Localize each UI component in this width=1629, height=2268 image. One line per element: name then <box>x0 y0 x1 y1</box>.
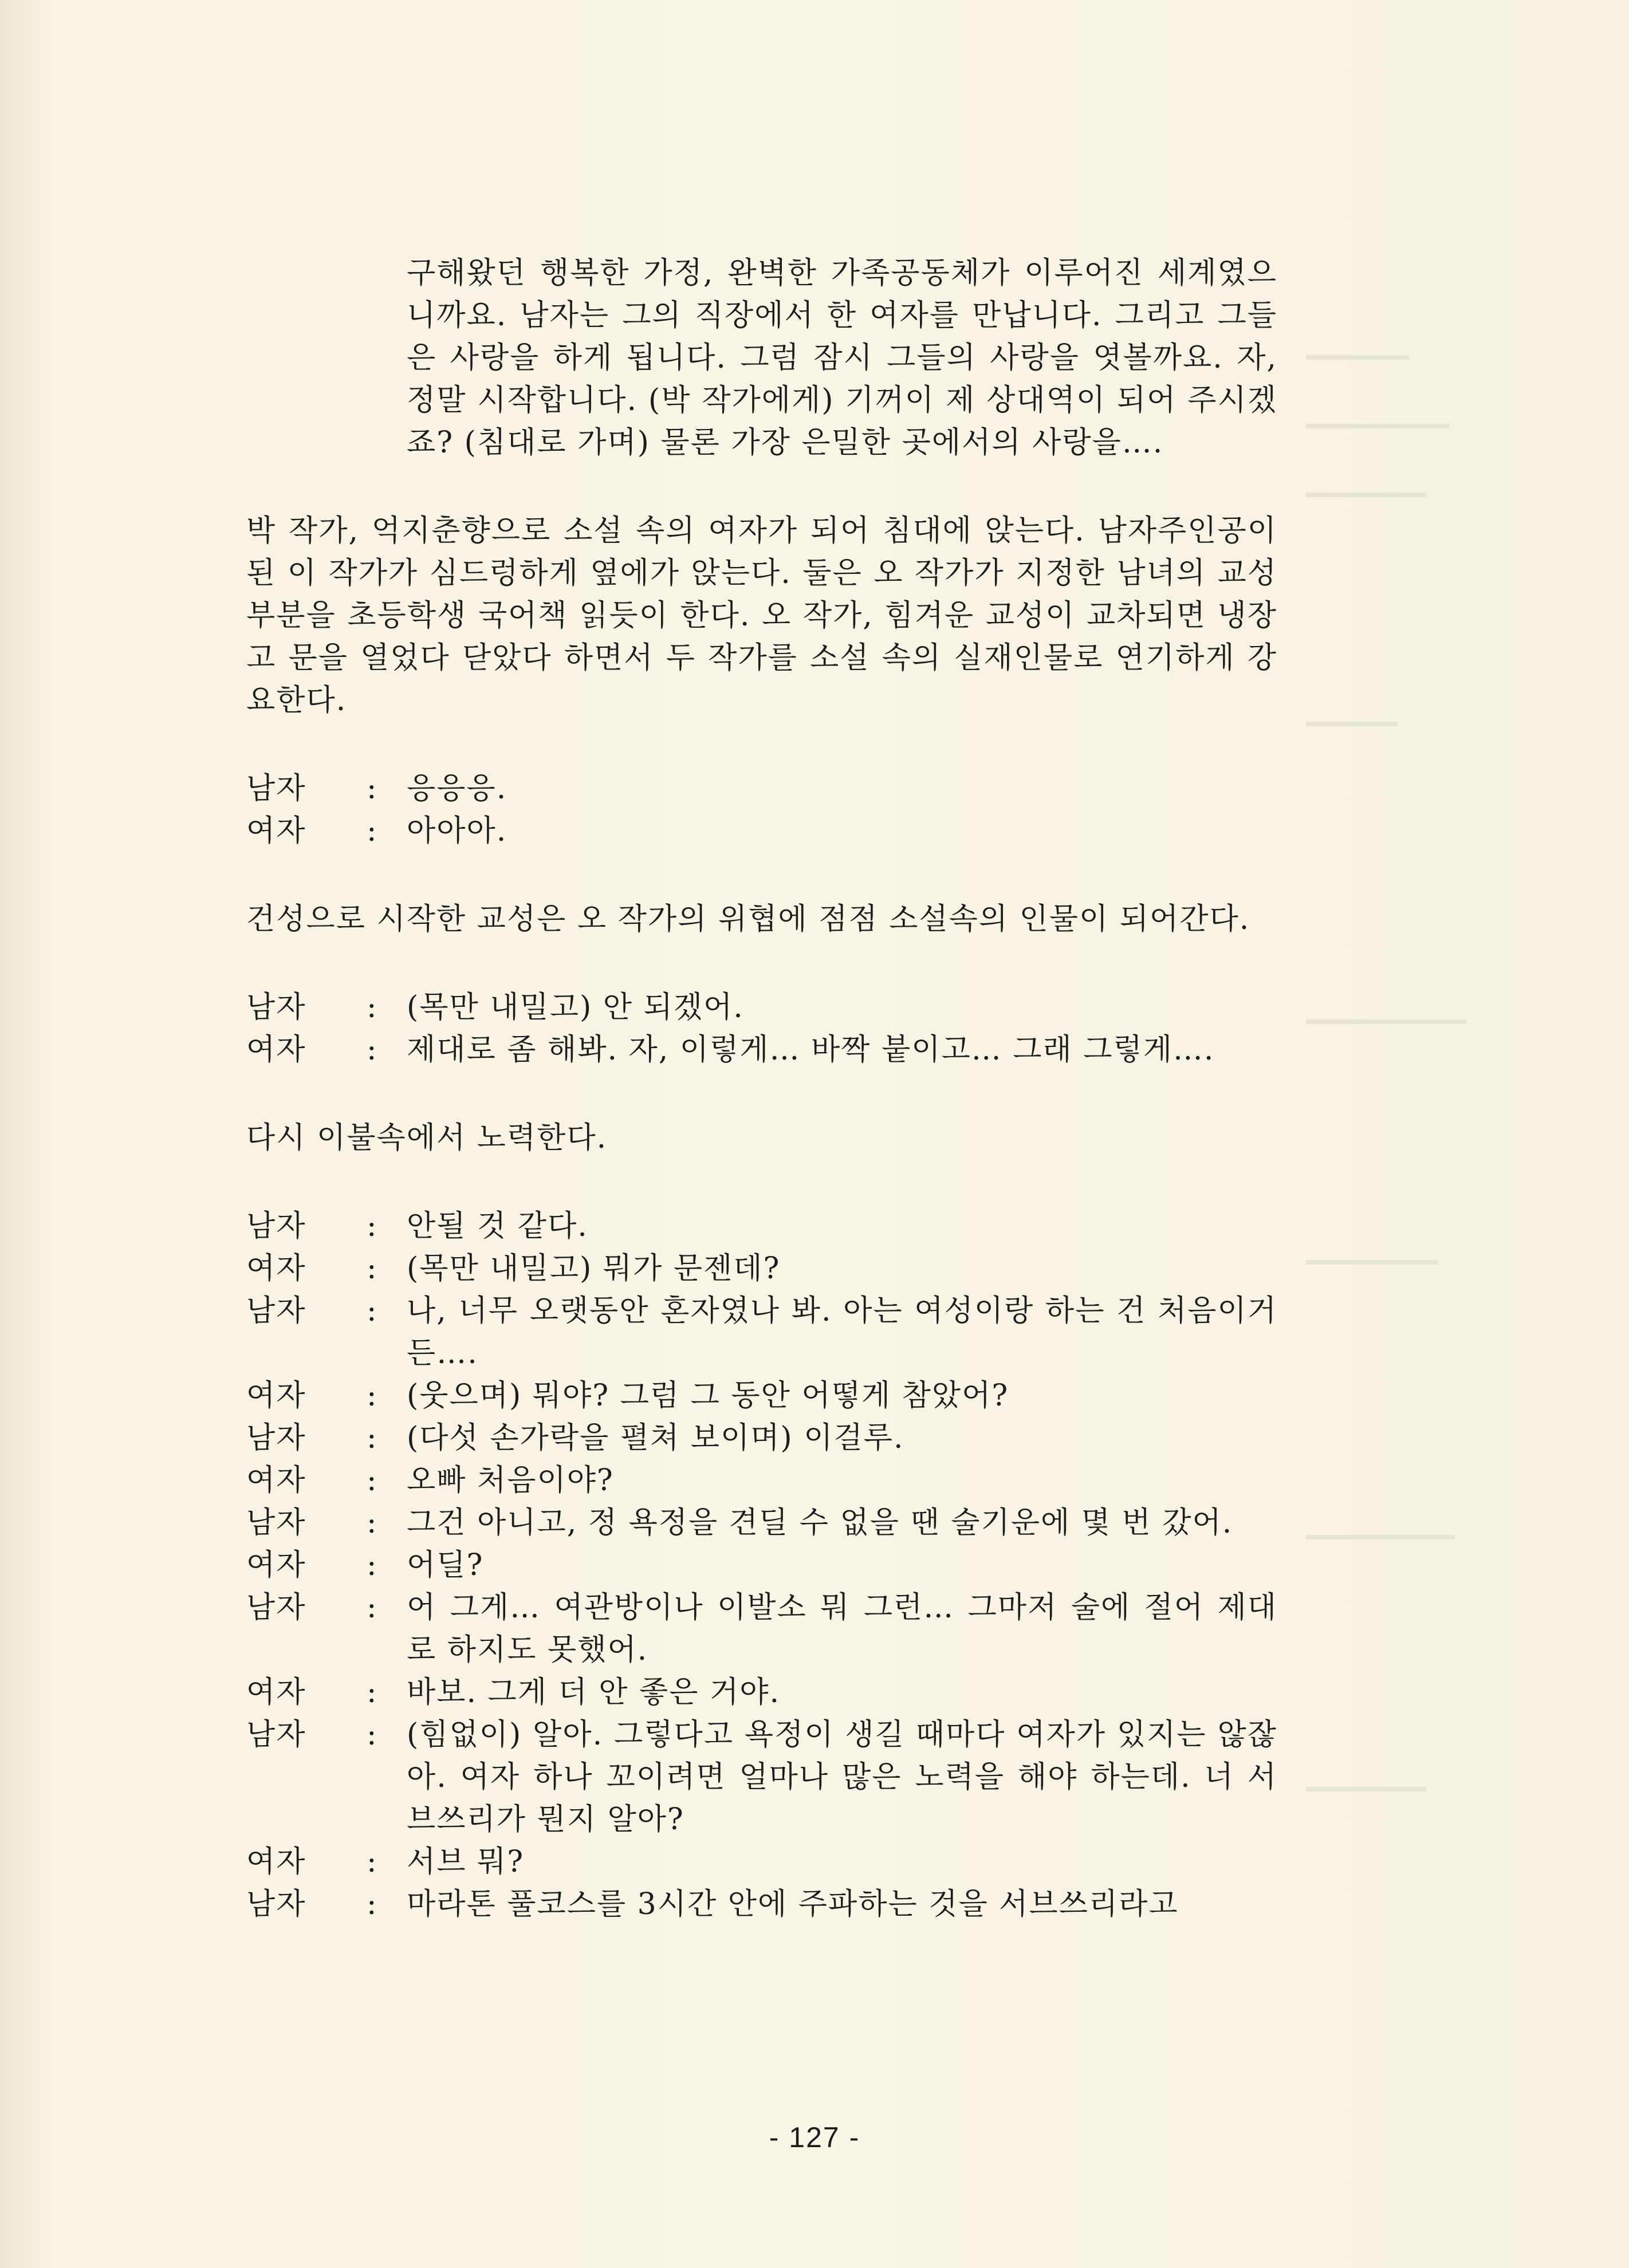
speaker: 남자 <box>246 1421 306 1455</box>
colon: : <box>367 1506 378 1540</box>
speaker: 여자 <box>246 1379 306 1413</box>
colon: : <box>367 1294 378 1328</box>
dialogue-group-2 <box>246 986 1277 1071</box>
show-through-line <box>1306 424 1449 428</box>
speaker: 여자 <box>246 1463 306 1498</box>
stage-direction-3: 다시 이불속에서 노력한다. <box>246 1121 608 1155</box>
dialogue-line <box>246 1714 1277 1841</box>
dialogue-line <box>246 1029 1277 1071</box>
line-text: 안될 것 같다. <box>407 1209 588 1243</box>
show-through-line <box>1306 1019 1466 1024</box>
show-through-line <box>1306 722 1398 726</box>
dialogue-line <box>246 1841 1277 1883</box>
line-text: 그건 아니고, 정 욕정을 견딜 수 없을 땐 술기운에 몇 번 갔어. <box>407 1506 1233 1540</box>
speaker: 남자 <box>246 1718 306 1752</box>
intro-paragraph: 구해왔던 행복한 가정, 완벽한 가족공동체가 이루어진 세계였으니까요. 남자는 그의 직장에서 한 여자를 만납니다. 그리고 그들은 사랑을 하게 됩니다. 그럼 잠시 그들의 사랑을 엿볼까요. 자, 정말 시작합니다. (박 작가에게) 기꺼이 제 상대역이 되어 주시겠죠? (침대로 가며) 물론 가장 은밀한 곳에서의 사랑을…. <box>407 256 1277 460</box>
colon: : <box>367 771 378 806</box>
show-through-line <box>1306 493 1426 497</box>
dialogue-line <box>246 1459 1277 1502</box>
line-text: 아아아. <box>407 814 507 848</box>
line-text: 나, 너무 오랫동안 혼자였나 봐. 아는 여성이랑 하는 건 처음이거든…. <box>407 1294 1277 1371</box>
line-text: 제대로 좀 해봐. 자, 이렇게… 바짝 붙이고… 그래 그렇게…. <box>407 1033 1215 1067</box>
script-body <box>246 252 1277 1926</box>
stage-direction-1: 박 작가, 억지춘향으로 소설 속의 여자가 되어 침대에 앉는다. 남자주인공이 된 이 작가가 심드렁하게 옆에가 앉는다. 둘은 오 작가가 지정한 남녀의 교성 부분을 초등학생 국어책 읽듯이 한다. 오 작가, 힘겨운 교성이 교차되면 냉장고 문을 열었다 닫았다 하면서 두 작가를 소설 속의 실재인물로 연기하게 강요한다. <box>246 514 1277 718</box>
dialogue-line <box>246 1586 1277 1671</box>
dialogue-line <box>246 810 1277 852</box>
colon: : <box>367 1463 378 1498</box>
line-text: (웃으며) 뭐야? 그럼 그 동안 어떻게 참았어? <box>407 1379 1009 1413</box>
dialogue-line <box>246 767 1277 810</box>
show-through-marks <box>1306 0 1558 2268</box>
dialogue-line <box>246 986 1277 1029</box>
colon: : <box>367 1209 378 1243</box>
speaker: 여자 <box>246 1251 306 1286</box>
line-text: (목만 내밀고) 안 되겠어. <box>407 990 744 1025</box>
colon: : <box>367 814 378 848</box>
stage-direction-2: 건성으로 시작한 교성은 오 작가의 위협에 점점 소설속의 인물이 되어간다. <box>246 902 1250 936</box>
line-text: (목만 내밀고) 뭐가 문젠데? <box>407 1251 781 1286</box>
dialogue-line <box>246 1290 1277 1375</box>
line-text: (힘없이) 알아. 그렇다고 욕정이 생길 때마다 여자가 있지는 않잖아. 여자 하나 꼬이려면 얼마나 많은 노력을 해야 하는데. 너 서브쓰리가 뭔지 알아? <box>407 1718 1277 1837</box>
speaker: 남자 <box>246 1506 306 1540</box>
dialogue-line <box>246 1671 1277 1714</box>
colon: : <box>367 1845 378 1879</box>
speaker: 여자 <box>246 814 306 848</box>
line-text: 어 그게… 여관방이나 이발소 뭐 그런… 그마저 술에 절어 제대로 하지도 못했어. <box>407 1590 1277 1667</box>
colon: : <box>367 1033 378 1067</box>
speaker: 남자 <box>246 1590 306 1625</box>
show-through-line <box>1306 1787 1426 1791</box>
colon: : <box>367 1675 378 1710</box>
line-text: 서브 뭐? <box>407 1845 525 1879</box>
dialogue-line <box>246 1417 1277 1459</box>
speaker: 남자 <box>246 990 306 1025</box>
dialogue-group-3 <box>246 1205 1277 1926</box>
speaker: 여자 <box>246 1845 306 1879</box>
speaker: 여자 <box>246 1675 306 1710</box>
colon: : <box>367 1379 378 1413</box>
line-text: 어딜? <box>407 1548 484 1582</box>
dialogue-group-1 <box>246 767 1277 852</box>
speaker: 여자 <box>246 1033 306 1067</box>
dialogue-line <box>246 1544 1277 1586</box>
line-text: 바보. 그게 더 안 좋은 거야. <box>407 1675 781 1710</box>
line-text: (다섯 손가락을 펼쳐 보이며) 이걸루. <box>407 1421 904 1455</box>
speaker: 여자 <box>246 1548 306 1582</box>
speaker: 남자 <box>246 771 306 806</box>
speaker: 남자 <box>246 1294 306 1328</box>
dialogue-line <box>246 1205 1277 1247</box>
colon: : <box>367 1548 378 1582</box>
speaker: 남자 <box>246 1209 306 1243</box>
speaker: 남자 <box>246 1887 306 1922</box>
dialogue-line <box>246 1247 1277 1290</box>
colon: : <box>367 1887 378 1922</box>
colon: : <box>367 1718 378 1752</box>
show-through-line <box>1306 1260 1438 1265</box>
colon: : <box>367 1251 378 1286</box>
line-text: 응응응. <box>407 771 507 806</box>
colon: : <box>367 1421 378 1455</box>
show-through-line <box>1306 355 1409 360</box>
line-text: 마라톤 풀코스를 3시간 안에 주파하는 것을 서브쓰리라고 <box>407 1887 1179 1922</box>
dialogue-line <box>246 1375 1277 1417</box>
colon: : <box>367 990 378 1025</box>
line-text: 오빠 처음이야? <box>407 1463 614 1498</box>
dialogue-line <box>246 1502 1277 1544</box>
page-number: - 127 - <box>769 2121 860 2153</box>
colon: : <box>367 1590 378 1625</box>
dialogue-line <box>246 1883 1277 1926</box>
show-through-line <box>1306 1535 1455 1539</box>
